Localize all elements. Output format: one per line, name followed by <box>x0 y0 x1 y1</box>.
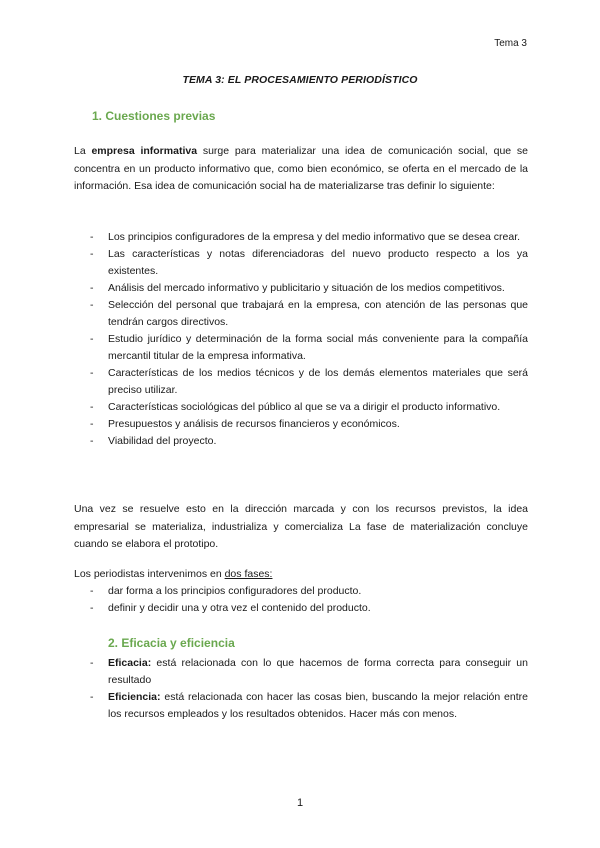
bullet-dash: - <box>90 657 94 669</box>
list-item <box>74 399 528 416</box>
intro-bold-term: empresa informativa <box>91 145 198 157</box>
list-item <box>74 433 528 450</box>
bullet-dash: - <box>90 333 94 345</box>
list-item-text: Características de los medios técnicos y de los demás elementos materiales que será preciso utilizar. <box>108 367 528 396</box>
list-item <box>74 246 528 280</box>
bullet-dash: - <box>90 585 94 597</box>
list-item <box>74 331 528 365</box>
list-item-text: Análisis del mercado informativo y publicitario y situación de los medios competitivos. <box>108 282 505 294</box>
bullet-dash: - <box>90 248 94 260</box>
definition-term: Eficacia: <box>108 657 152 669</box>
phases-intro-text: Los periodistas intervenimos en <box>74 568 225 580</box>
bullet-dash: - <box>90 401 94 413</box>
list-item <box>74 416 528 433</box>
bullet-dash: - <box>90 602 94 614</box>
list-item <box>74 600 528 617</box>
list-item-text: definir y decidir una y otra vez el contenido del producto. <box>108 602 371 614</box>
list-item <box>74 229 528 246</box>
document-title: TEMA 3: EL PROCESAMIENTO PERIODÍSTICO <box>182 74 418 86</box>
section-heading-cuestiones-previas: 1. Cuestiones previas <box>92 109 216 123</box>
running-header: Tema 3 <box>494 38 527 49</box>
list-item-text: dar forma a los principios configuradores del producto. <box>108 585 362 597</box>
bullet-dash: - <box>90 231 94 243</box>
list-item-text: Los principios configuradores de la empresa y del medio informativo que se desea crear. <box>108 231 521 243</box>
list-item-text: Estudio jurídico y determinación de la forma social más conveniente para la compañía mercantil titular de la empresa informativa. <box>108 333 528 362</box>
bullet-dash: - <box>90 367 94 379</box>
list-item <box>74 583 528 600</box>
bullet-dash: - <box>90 299 94 311</box>
list-item-text: Las características y notas diferenciadoras del nuevo producto respecto a los ya existentes. <box>108 248 528 277</box>
list-item <box>74 365 528 399</box>
intro-prefix: La <box>74 145 92 157</box>
list-item-text: Presupuestos y análisis de recursos financieros y económicos. <box>108 418 400 430</box>
section-heading-eficacia-eficiencia: 2. Eficacia y eficiencia <box>108 636 235 650</box>
phases-underlined: dos fases: <box>224 568 273 580</box>
bullet-dash: - <box>90 282 94 294</box>
list-item-text: Características sociológicas del público al que se va a dirigir el producto informativo. <box>108 401 501 413</box>
list-item <box>74 280 528 297</box>
bullet-dash: - <box>90 691 94 703</box>
list-item <box>74 689 528 723</box>
bullet-dash: - <box>90 435 94 447</box>
definition-term: Eficiencia: <box>108 691 161 703</box>
phases-list <box>74 583 528 617</box>
definition-text: está relacionada con lo que hacemos de forma correcta para conseguir un resultado <box>108 657 528 686</box>
page-number: 1 <box>296 797 304 809</box>
intro-paragraph <box>74 143 528 196</box>
list-item <box>74 297 528 331</box>
definition-text: está relacionada con hacer las cosas bien, buscando la mejor relación entre los recursos empleados y los resultados obtenidos. Hacer más con menos. <box>108 691 528 720</box>
materialization-paragraph: Una vez se resuelve esto en la dirección marcada y con los recursos previstos, la idea empresarial se materializa, industrializa y comercializa La fase de materialización concluye cuando se elabora el prototipo. <box>74 503 528 550</box>
bullet-dash: - <box>90 418 94 430</box>
phases-intro <box>74 566 528 584</box>
list-item-text: Selección del personal que trabajará en la empresa, con atención de las personas que tendrán cargos directivos. <box>108 299 528 328</box>
list-item <box>74 655 528 689</box>
intro-text: surge para materializar una idea de comunicación social, que se concentra en un producto informativo que, como bien económico, se oferta en el mercado de la información. Esa idea de comunicación social ha de materializarse tras definir lo siguiente: <box>74 145 528 192</box>
definitions-list <box>74 655 528 723</box>
requirements-list <box>74 229 528 450</box>
list-item-text: Viabilidad del proyecto. <box>108 435 217 447</box>
